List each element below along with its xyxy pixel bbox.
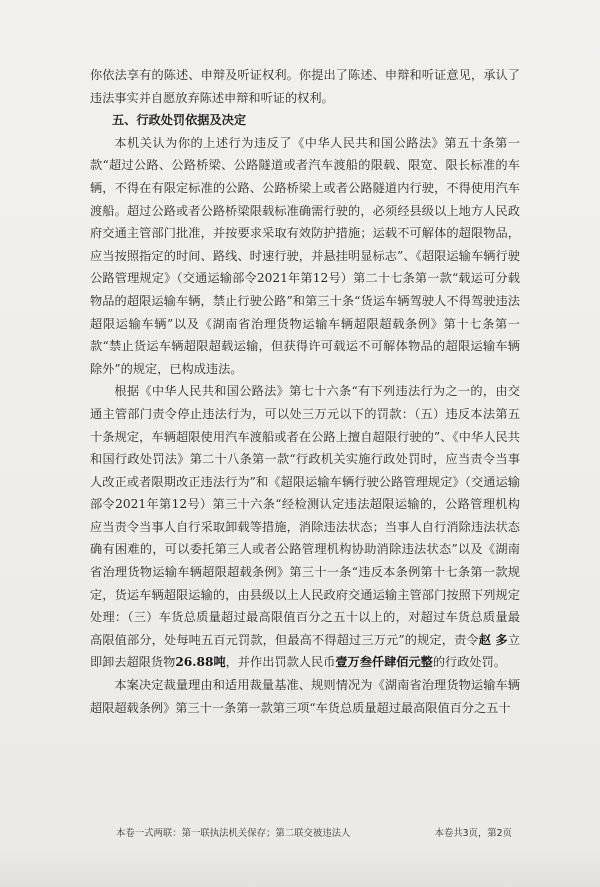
section-heading: 五、行政处罚依据及决定	[112, 113, 247, 128]
paragraph-violation: 本机关认为你的上述行为违反了《中华人民共和国公路法》第五十条第一款“超过公路、公路桥梁、公路隧道或者汽车渡船的限载、限宽、限长标准的车辆，不得在有限定标准的公路、公路桥梁上或者公路隧道内行驶，不得使用汽车渡船。超过公路或者公路桥梁限载标准确需行驶的，必须经县级以上地方人民政府交通主管部门批准，并按要求采取有效防护措施；运载不可解体的超限物品，应当按照指定的时间、路线、时速行驶，并悬挂明显标志”、《超限运输车辆行驶公路管理规定》（交通运输部令2021年第12号）第二十七条第一款“载运可分载物品的超限运输车辆，禁止行驶公路”和第三十条“货运车辆驾驶人不得驾驶违法超限运输车辆”以及《湖南省治理货物运输车辆超限超载条例》第十七条第一款“禁止货运车辆超限超载运输，但获得许可载运不可解体物品的超限运输车辆除外”的规定，已构成违法。	[90, 135, 520, 376]
page-bottom-shadow	[0, 850, 600, 887]
party-name: 赵 多	[478, 632, 508, 647]
page-footer	[90, 825, 520, 839]
paragraph-discretion: 本案决定裁量理由和适用裁量基准、规则情况为《湖南省治理货物运输车辆超限超载条例》第三十一条第一款第三项“车货总质量超过最高限值百分之五十	[90, 678, 520, 715]
penalty-text-part3: ，并作出罚款人民币	[225, 655, 336, 670]
overload-weight: 26.88吨	[175, 655, 226, 670]
document-body	[90, 64, 520, 719]
fine-amount: 壹万叁仟肆佰元整	[335, 655, 433, 670]
paragraph-penalty	[90, 380, 520, 674]
penalty-text-part4: 的行政处罚。	[432, 655, 506, 670]
paragraph-rights: 你依法享有的陈述、申辩及听证权利。你提出了陈述、申辩和听证意见，承认了违法事实并自愿放弃陈述申辩和听证的权利。	[90, 68, 520, 105]
penalty-text-part1: 根据《中华人民共和国公路法》第七十六条“有下列违法行为之一的，由交通主管部门责令停止违法行为，可以处三万元以下的罚款：（五）违反本法第五十条规定，车辆超限使用汽车渡船或者在公路上擅自超限行驶的”、《中华人民共和国行政处罚法》第二十八条第一款“行政机关实施行政处罚时，应当责令当事人改正或者限期改正违法行为”和《超限运输车辆行驶公路管理规定》（交通运输部令2021年第12号）第三十六条“经检测认定违法超限运输的，公路管理机构应当责令当事人自行采取卸载等措施，消除违法状态；当事人自行消除违法状态确有困难的，可以委托第三人或者公路管理机构协助消除违法状态”以及《湖南省治理货物运输车辆超限超载条例》第三十一条“违反本条例第十七条第一款规定，货运车辆超限运输的，由县级以上人民政府交通运输主管部门按照下列规定处理：（三）车货总质量超过最高限值百分之五十以上的，对超过车货总质量最高限值部分，处每吨五百元罚款，但最高不得超过三万元”的规定，责令	[90, 384, 520, 647]
page-number: 本卷共3页，第2页	[434, 828, 512, 839]
penalty-text-part2: 立即卸去超限货物	[90, 632, 520, 670]
copies-note: 本卷一式两联：第一联执法机关保存；第二联交被违法人	[116, 828, 351, 839]
